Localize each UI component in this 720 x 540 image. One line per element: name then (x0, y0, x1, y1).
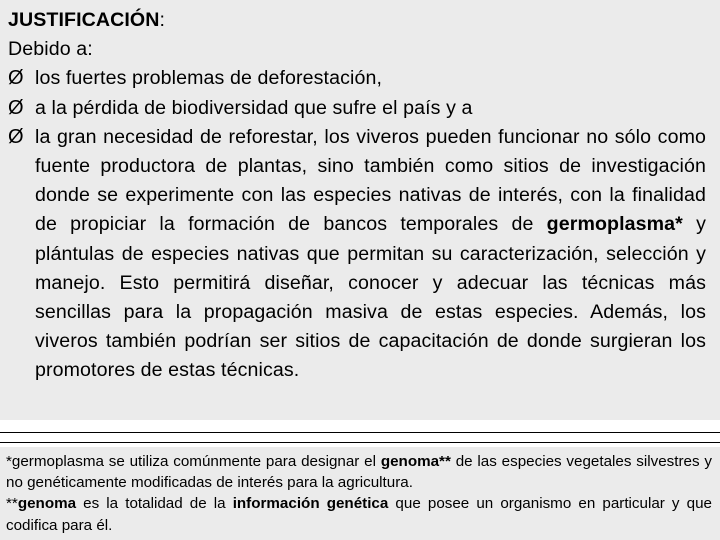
germoplasma-term: germoplasma* (546, 213, 683, 236)
heading-line (8, 6, 708, 35)
footnote-divider-top (0, 432, 720, 433)
arrow-bullet-icon: Ø (8, 67, 24, 90)
footnote-marker: ** (6, 495, 18, 513)
footnote-germoplasma (6, 451, 712, 493)
bullet-text: a la pérdida de biodiversidad que sufre el país y a (35, 96, 473, 119)
footnote-text-end: de las especies vegetales silvestres y no genéticamente modificadas de interés para la agricultura. (6, 453, 712, 492)
footnote-divider-bottom (0, 442, 720, 443)
informacion-genetica-term: información genética (232, 495, 389, 513)
footnote-text-end: que posee un organismo en particular y que codifica para él. (6, 495, 712, 534)
bullet-item (8, 123, 708, 386)
bullet-text: los fuertes problemas de deforestación, (35, 67, 382, 90)
footnote-text: es la totalidad de la (76, 495, 233, 513)
arrow-bullet-icon: Ø (8, 125, 24, 148)
heading-colon: : (159, 9, 166, 31)
paragraph-text-end: y plántulas de especies nativas que permitan su caracterización, selección y manejo. Esto permitirá diseñar, conocer y adecuar las técnicas más sencillas para la propagación masiva de estas especies. Además, los viveros también podrían ser sitios de capacitación de donde surgieran los promotores de estas técnicas. (35, 213, 706, 382)
footnote-text: *germoplasma se utiliza comúnmente para designar el (6, 453, 381, 470)
footnotes (6, 451, 712, 536)
arrow-bullet-icon: Ø (8, 96, 24, 119)
genoma-term: genoma** (380, 453, 451, 470)
main-text (8, 6, 708, 386)
intro-text: Debido a: (8, 38, 93, 61)
heading: JUSTIFICACIÓN (8, 9, 160, 31)
bullet-item (8, 64, 708, 93)
bullet-item (8, 94, 708, 123)
genoma-term: genoma (17, 495, 77, 513)
footnote-genoma (6, 493, 712, 535)
bullet-paragraph (35, 123, 706, 386)
paragraph-text: la gran necesidad de reforestar, los viveros pueden funcionar no sólo como fuente productora de plantas, sino también como sitios de investigación donde se experimente con las especies nativas de interés, con la finalidad de propiciar la formación de bancos temporales de (35, 125, 706, 236)
